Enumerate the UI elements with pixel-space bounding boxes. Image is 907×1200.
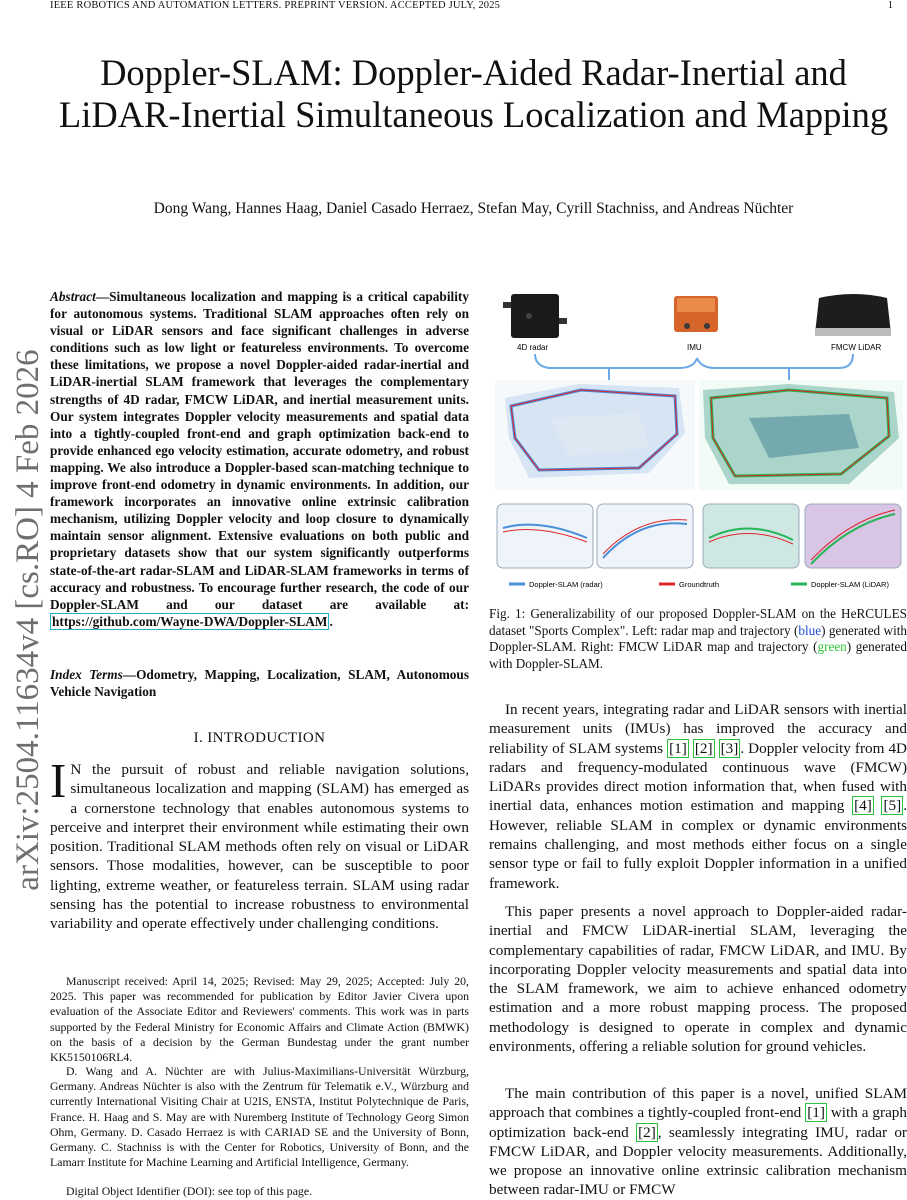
imu-label: IMU [687, 343, 702, 352]
right-paragraph-2: This paper presents a novel approach to Doppler-aided radar-inertial and FMCW LiDAR-inertial SLAM, leveraging the complementary capabilities of radar, FMCW LiDAR, and IMU. By incorporating Doppler velocity measurements and spatial data into the SLAM framework, we aim to achieve enhanced odometry estimation and a more robust mapping process. The proposed methodology is designed to operate in complex and dynamic environments, offering a reliable solution for ground vehicles. [489, 903, 907, 1056]
footnote-doi: Digital Object Identifier (DOI): see top of this page. [66, 1184, 313, 1198]
radar-sensor-icon [503, 294, 567, 338]
legend-label-lidar: Doppler-SLAM (LiDAR) [811, 580, 889, 589]
figure-legend [509, 580, 889, 589]
index-terms-label: Index Terms [50, 667, 123, 682]
author-list: Dong Wang, Hannes Haag, Daniel Casado Herraez, Stefan May, Cyrill Stachniss, and Andreas Nüchter [153, 200, 794, 217]
legend-label-radar: Doppler-SLAM (radar) [529, 580, 603, 589]
arxiv-stamp: arXiv:2504.11634v4 [cs.RO] 4 Feb 2026 [10, 349, 46, 891]
page-number: 1 [887, 0, 893, 11]
dropcap: I [50, 753, 67, 808]
footnote-manuscript: Manuscript received: April 14, 2025; Revised: May 29, 2025; Accepted: July 20, 2025. This paper was recommended for publication by Editor Javier Civera upon evaluation of the Associate Editor and Reviewers' comments. This work was in parts supported by the Federal Ministry for Economic Affairs and Climate Action (BMWK) on the basis of a decision by the German Bundestag under the grant number KK5150106RL4. [50, 974, 469, 1065]
imu-sensor-icon [674, 296, 718, 332]
footnote-affiliations: D. Wang and A. Nüchter are with Julius-Maximilians-Universität Würzburg, Germany. Andreas Nüchter is also with the Zentrum für Telematik e.V., Würzburg and currently International Visiting Chair at U2IS, ENSTA, Institut Polytechnique de Paris, France. H. Haag and S. May are with Nuremberg Institute of Technology Georg Simon Ohm, Germany. D. Casado Herraez is with CARIAD SE and the University of Bonn, Germany. C. Stachniss is with the Center for Robotics, University of Bonn, and the Lamarr Institute for Machine Learning and Artificial Intelligence, Germany. [50, 1064, 469, 1170]
abstract: Abstract—Simultaneous localization and mapping is a critical capability for autonomous systems. Traditional SLAM approaches often rely on visual or LiDAR sensors and face significant challenges in adverse conditions such as low light or featureless environments. To overcome these limitations, we propose a novel Doppler-aided radar-inertial and LiDAR-inertial SLAM framework that leverages the complementary strengths of 4D radar, FMCW LiDAR, and inertial measurement units. Our system integrates Doppler velocity measurements and spatial data into a tightly-coupled front-end and graph optimization back-end to provide enhanced ego velocity estimation, accurate odometry, and robust mapping. We also introduce a Doppler-based scan-matching technique to improve front-end odometry in dynamic environments. In addition, our framework incorporates an innovative online extrinsic calibration mechanism, utilizing Doppler velocity and loop closure to dynamically maintain sensor alignment. Extensive evaluations on both public and proprietary datasets show that our system significantly outperforms state-of-the-art radar-SLAM and LiDAR-SLAM frameworks in terms of accuracy and robustness. To encourage further research, the code of our Doppler-SLAM and our dataset are available at: https://github.com/Wayne-DWA/Doppler-SLAM . [50, 289, 469, 629]
intro-paragraph: I N the pursuit of robust and reliable navigation solutions, simultaneous localization and mapping (SLAM) has emerged as a cornerstone technology that enables autonomous systems to perceive and interpret their environment while estimating their own position. Traditional SLAM methods often rely on visual or LiDAR sensors. Those modalities, however, can be susceptible to poor lighting, extreme weather, or featureless terrain. SLAM using radar sensing has the potential to increase robustness to environmental variability and operate effectively under challenging conditions. [50, 753, 469, 933]
abstract-text: —Simultaneous localization and mapping is a critical capability for autonomous systems. Traditional SLAM approaches often rely on visual or LiDAR sensors and face significant challenges in adverse conditions such as low light or featureless environments. To overcome these limitations, we propose a novel Doppler-aided radar-inertial and LiDAR-inertial SLAM framework that leverages the complementary strengths of 4D radar, FMCW LiDAR, and inertial measurement units. Our system integrates Doppler velocity measurements and spatial data into a tightly-coupled front-end and graph optimization back-end to provide enhanced ego velocity estimation, accurate odometry, and robust mapping. We also introduce a Doppler-based scan-matching technique to improve front-end odometry in dynamic environments. In addition, our framework incorporates an innovative online extrinsic calibration mechanism, utilizing Doppler velocity and loop closure to dynamically maintain sensor alignment. Extensive evaluations on both public and proprietary datasets show that our system significantly outperforms state-of-the-art radar-SLAM and LiDAR-SLAM frameworks in terms of accuracy and robustness. To encourage further research, the code of our Doppler-SLAM and our dataset are available at: [50, 289, 469, 612]
connector-arrows [535, 354, 853, 380]
legend-label-groundtruth: Groundtruth [679, 580, 720, 589]
radar-map [495, 380, 695, 490]
figure-1 [489, 288, 907, 598]
figure-graphic [489, 288, 907, 598]
citation-link[interactable]: [4] [854, 797, 872, 815]
caption-blue-word: blue [798, 622, 822, 638]
index-terms: Index Terms—Odometry, Mapping, Localization, SLAM, Autonomous Vehicle Navigation [50, 667, 469, 699]
lidar-label: FMCW LiDAR [831, 343, 882, 352]
abstract-label: Abstract [50, 289, 96, 304]
figure-caption: Fig. 1: Generalizability of our proposed Doppler-SLAM on the HeRCULES dataset "Sports Complex". Left: radar map and trajectory (blue) generated with Doppler-SLAM. Right: FMCW LiDAR map and trajectory (green) generated with Doppler-SLAM. [489, 606, 907, 671]
right-paragraph-3: The main contribution of this paper is a novel, unified SLAM approach that combines a tightly-coupled front-end [1] with a graph optimization back-end [2] , seamlessly integrating IMU, radar or FMCW LiDAR, and Doppler velocity measurements. Additionally, we propose an innovative online extrinsic calibration mechanism between radar-IMU or FMCW [489, 1085, 907, 1199]
citation-link[interactable]: [3] [720, 739, 739, 757]
citation-link[interactable]: [2] [694, 739, 713, 757]
citation-link[interactable]: [1] [669, 739, 687, 757]
paper-title: Doppler-SLAM: Doppler-Aided Radar-Inertial and LiDAR-Inertial Simultaneous Localization and Mapping [58, 52, 889, 135]
right-paragraph-1: In recent years, integrating radar and LiDAR sensors with inertial measurement units (IMUs) has improved the accuracy and reliability of SLAM systems [1] [2] [3] . Doppler velocity from 4D radars and frequency-modulated continuous wave (FMCW) LiDARs provides direct motion information that, when fused with inertial data, enhances motion estimation and mapping [4] [5] . However, reliable SLAM in complex or dynamic environments remains challenging, and most methods either focus on a single sensor type or fail to fully exploit Doppler information in a unified framework. [489, 701, 907, 892]
section-heading: I. INTRODUCTION [193, 730, 326, 746]
lidar-map [699, 380, 903, 490]
lidar-sensor-icon [815, 294, 891, 336]
zoom-insets [497, 504, 901, 568]
running-header: IEEE ROBOTICS AND AUTOMATION LETTERS. PREPRINT VERSION. ACCEPTED JULY, 2025 [50, 0, 501, 11]
citation-link[interactable]: [2] [638, 1123, 656, 1141]
code-link[interactable]: https://github.com/Wayne-DWA/Doppler-SLAM [52, 613, 328, 629]
citation-link[interactable]: [5] [883, 797, 902, 815]
caption-green-word: green [817, 639, 847, 654]
citation-link[interactable]: [1] [807, 1104, 825, 1122]
radar-label: 4D radar [517, 343, 549, 352]
